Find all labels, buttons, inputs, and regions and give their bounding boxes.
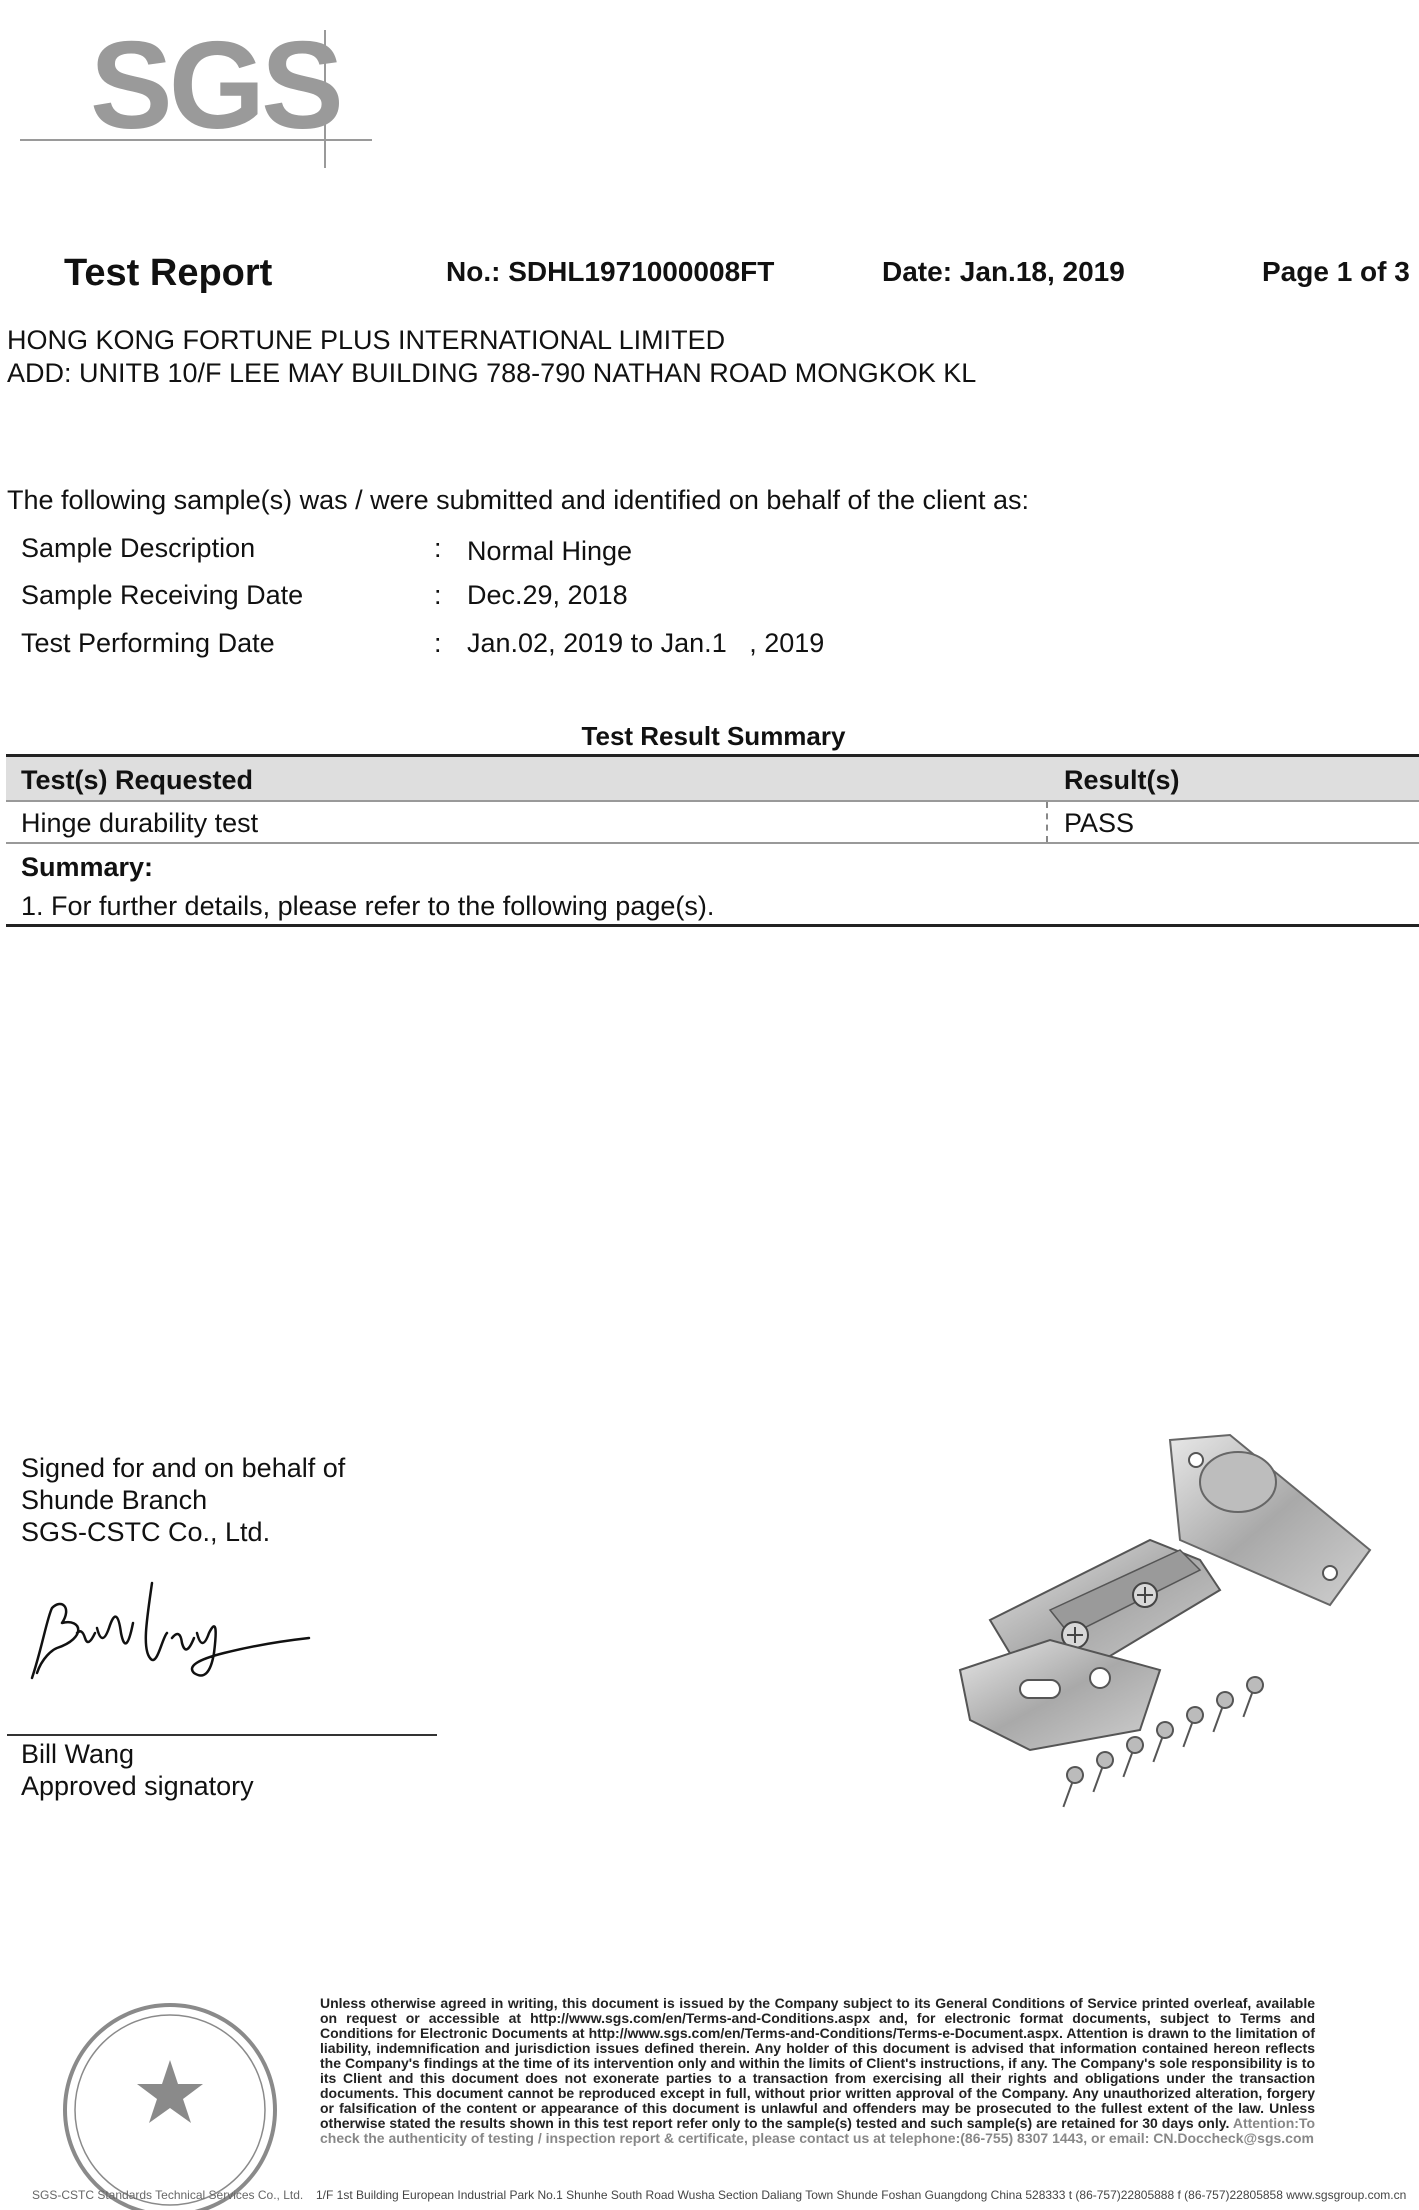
summary-label: Summary: (21, 852, 154, 882)
logo-text: SGS (90, 20, 340, 155)
page-number: Page 1 of 3 (1262, 256, 1410, 287)
sample-description-value: Normal Hinge (467, 536, 633, 566)
handwritten-signature (22, 1578, 314, 1698)
report-number: No.: SDHL1971000008FT (446, 256, 775, 287)
legal-disclaimer (320, 1996, 1315, 2146)
header-tests-requested: Test(s) Requested (21, 765, 254, 795)
signer-title: Approved signatory (21, 1771, 254, 1801)
test-result-cell: PASS (1064, 808, 1135, 838)
report-title: Test Report (64, 252, 273, 294)
intro-text: The following sample(s) was / were submitted and identified on behalf of the client as: (7, 485, 1030, 515)
signed-line-3: SGS-CSTC Co., Ltd. (21, 1517, 271, 1547)
column-divider (1046, 802, 1048, 842)
signer-block (21, 1738, 254, 1802)
client-name: HONG KONG FORTUNE PLUS INTERNATIONAL LIMITED (7, 325, 726, 355)
signer-name: Bill Wang (21, 1739, 135, 1769)
signed-line-1: Signed for and on behalf of (21, 1453, 346, 1483)
official-stamp (40, 1990, 310, 2210)
sample-receiving-date-colon: : (434, 580, 442, 610)
test-performing-date-colon: : (434, 628, 442, 658)
hinge-product-image (900, 1430, 1380, 1820)
report-date: Date: Jan.18, 2019 (882, 256, 1125, 287)
client-address: ADD: UNITB 10/F LEE MAY BUILDING 788-790 NATHAN ROAD MONGKOK KL (7, 358, 977, 388)
results-table (6, 754, 1419, 927)
signature-line (7, 1734, 437, 1736)
table-row (6, 802, 1419, 844)
sample-description-label: Sample Description (21, 533, 256, 563)
summary-title: Test Result Summary (581, 721, 846, 751)
footer-address: 1/F 1st Building European Industrial Park No.1 Shunhe South Road Wusha Section Daliang Town Shunde Foshan Guangdong China 528333 t (86-757)22805888 f (86-757)22805858 www.sgsgroup.com.cn (316, 2188, 1407, 2202)
sample-description-colon: : (434, 533, 442, 563)
test-performing-date-value: Jan.02, 2019 to Jan.1 , 2019 (467, 628, 825, 658)
sample-receiving-date-label: Sample Receiving Date (21, 580, 304, 610)
test-performing-date-label: Test Performing Date (21, 628, 275, 658)
disclaimer-body: Unless otherwise agreed in writing, this document is issued by the Company subject to its General Conditions of Service printed overleaf, available on request or accessible at http://www.sgs.com/en/Terms-and-Conditions.aspx and, for electronic format documents, subject to Terms and Conditions for Electronic Documents at http://www.sgs.com/en/Terms-and-Conditions/Terms-e-Document.aspx. Attention is drawn to the limitation of liability, indemnification and jurisdiction issues defined therein. Any holder of this document is advised that information contained hereon reflects the Company's findings at the time of its intervention only and within the limits of Client's instructions, if any. The Company's sole responsibility is to its Client and this document does not exonerate parties to a transaction from exercising all their rights and obligations under the transaction documents. This document cannot be reproduced except in full, without prior written approval of the Company. Any unauthorized alteration, forgery or falsification of the content or appearance of this document is unlawful and offenders may be prosecuted to the fullest extent of the law. Unless otherwise stated the results shown in this test report refer only to the sample(s) tested and such sample(s) are retained for 30 days only. (320, 1995, 1315, 2131)
summary-block (6, 844, 1419, 927)
sample-receiving-date-value: Dec.29, 2018 (467, 580, 628, 610)
authenticity-attention: Attention:To check the authenticity of testing / inspection report & certificate, please contact us at telephone:(86-755) 8307 1443, or email: CN.Doccheck@sgs.com (320, 2115, 1315, 2146)
footer-company: SGS-CSTC Standards Technical Services Co., Ltd. (32, 2188, 304, 2202)
table-header-row (6, 754, 1419, 802)
sgs-logo (20, 20, 372, 170)
signed-line-2: Shunde Branch (21, 1485, 208, 1515)
summary-item: 1. For further details, please refer to the following page(s). (21, 891, 715, 921)
header-results: Result(s) (1064, 765, 1180, 795)
test-name-cell: Hinge durability test (21, 808, 259, 838)
signed-on-behalf-block (21, 1452, 345, 1548)
client-block (7, 324, 976, 390)
